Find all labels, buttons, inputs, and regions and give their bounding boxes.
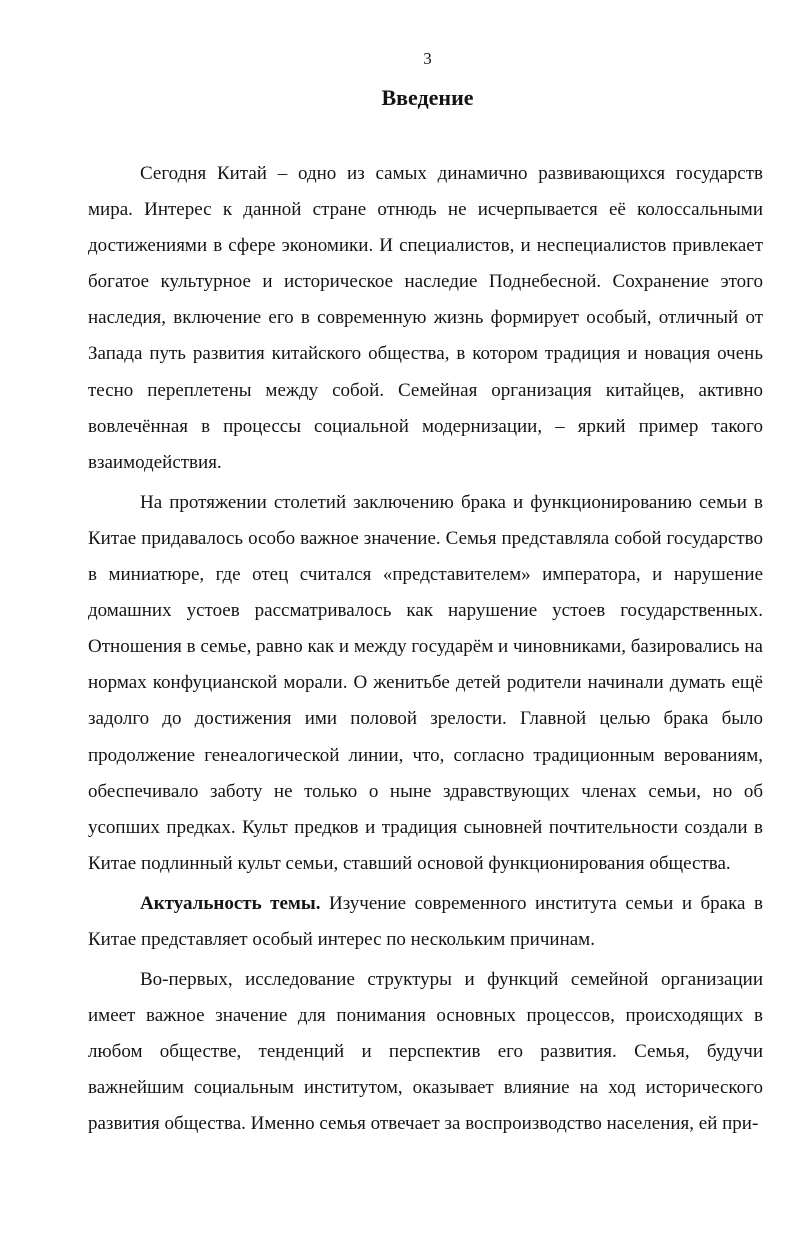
paragraph-first: Во-первых, исследование структуры и функций семейной организации имеет важное значение для понимания основных процессов, происходящих в любом обществе, тенденций и перспектив его развития. Семья, будучи важнейшим социальным институтом, оказывает влияние на ход исторического развития общества. Именно семья отвечает за воспроизводство населения, ей при- [88, 969, 763, 1135]
paragraph-intro: Сегодня Китай – одно из самых динамично развивающихся государств мира. Интерес к данной стране отнюдь не исчерпывается её колоссальными достижениями в сфере экономики. И специалистов, и неспециалистов привлекает богатое культурное и историческое наследие Поднебесной. Сохранение этого наследия, включение его в современную жизнь формирует особый, отличный от Запада путь развития китайского общества, в котором традиция и новация очень тесно переплетены между собой. Семейная организация китайцев, активно вовлечённая в процессы социальной модернизации, – яркий пример такого взаимодействия. [88, 163, 763, 473]
relevance-text: Изучение современного института семьи и брака в Китае представляет особый интерес по нескольким причинам. [88, 892, 763, 950]
paragraph-history: На протяжении столетий заключению брака и функционированию семьи в Китае придавалось особо важное значение. Семья представляла собой государство в миниатюре, где отец считался «представителем» императора, и нарушение домашних устоев рассматривалось как нарушение устоев государственных. Отношения в семье, равно как и между государём и чиновниками, базировались на нормах конфуцианской морали. О женитьбе детей родители начинали думать ещё задолго до достижения ими половой зрелости. Главной целью брака было продолжение генеалогической линии, что, согласно традиционным верованиям, обеспечивало заботу не только о ныне здравствующих членах семьи, но об усопших предках. Культ предков и традиция сыновней почтительности создали в Китае подлинный культ семьи, ставший основой функционирования общества. [88, 491, 763, 874]
relevance-term: Актуальность темы. [140, 892, 321, 914]
body-text [88, 156, 763, 1143]
paragraph-relevance [88, 886, 763, 958]
page-number: 3 [423, 49, 432, 68]
page-title: Введение [381, 85, 474, 110]
